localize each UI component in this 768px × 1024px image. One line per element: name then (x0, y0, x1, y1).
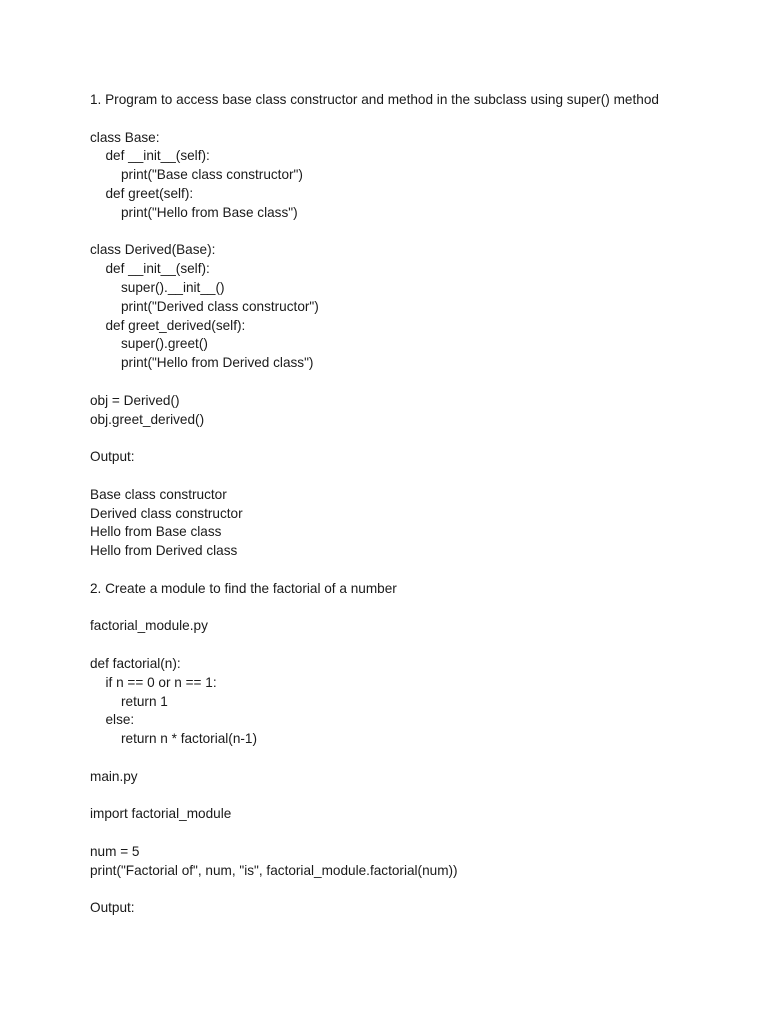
section1-heading: 1. Program to access base class constructor and method in the subclass using super() method (90, 92, 659, 107)
spacer (90, 880, 750, 899)
spacer (90, 561, 750, 580)
spacer (90, 749, 750, 768)
section2-output-label: Output: (90, 900, 135, 916)
spacer (90, 429, 750, 448)
spacer (90, 110, 750, 129)
code-line: def greet(self): (105, 185, 194, 201)
code-line: obj.greet_derived() (90, 411, 205, 427)
code-line: print("Hello from Base class") (121, 204, 298, 220)
module-code-block (90, 655, 750, 749)
spacer (90, 599, 750, 618)
module-filename: factorial_module.py (90, 618, 208, 634)
main-filename: main.py (90, 768, 138, 784)
code-line: def factorial(n): (90, 655, 181, 671)
code-line-blank (90, 373, 750, 392)
main-import-line: import factorial_module (90, 806, 232, 822)
output-line: Hello from Derived class (90, 543, 238, 559)
code-line: def __init__(self): (105, 148, 210, 164)
code-line: return 1 (121, 693, 168, 709)
spacer (90, 636, 750, 655)
section1-output-label: Output: (90, 449, 135, 465)
code-line: else: (105, 712, 135, 728)
code-line: num = 5 (90, 843, 140, 859)
code-line: super().__init__() (121, 279, 225, 295)
code-line: print("Factorial of", num, "is", factorial_module.factorial(num)) (90, 862, 458, 878)
spacer (90, 824, 750, 843)
spacer (90, 467, 750, 486)
spacer (90, 786, 750, 805)
code-line: obj = Derived() (90, 392, 180, 408)
output-line: Hello from Base class (90, 524, 222, 540)
section1-output-block (90, 486, 750, 561)
code-line: class Derived(Base): (90, 242, 216, 258)
code-line: def __init__(self): (105, 261, 210, 277)
code-line-blank (90, 223, 750, 242)
document-content (90, 91, 750, 918)
code-line: print("Derived class constructor") (121, 298, 319, 314)
code-line: return n * factorial(n-1) (121, 731, 257, 747)
code-line: print("Hello from Derived class") (121, 355, 314, 371)
code-line: super().greet() (121, 336, 208, 352)
section1-code-block (90, 129, 750, 430)
code-line: def greet_derived(self): (105, 317, 246, 333)
section2-heading: 2. Create a module to find the factorial of a number (90, 580, 397, 596)
main-code-block (90, 843, 750, 881)
code-line: if n == 0 or n == 1: (105, 674, 217, 690)
code-line: print("Base class constructor") (121, 167, 303, 183)
output-line: Derived class constructor (90, 505, 243, 521)
code-line: class Base: (90, 129, 160, 145)
output-line: Base class constructor (90, 486, 227, 502)
